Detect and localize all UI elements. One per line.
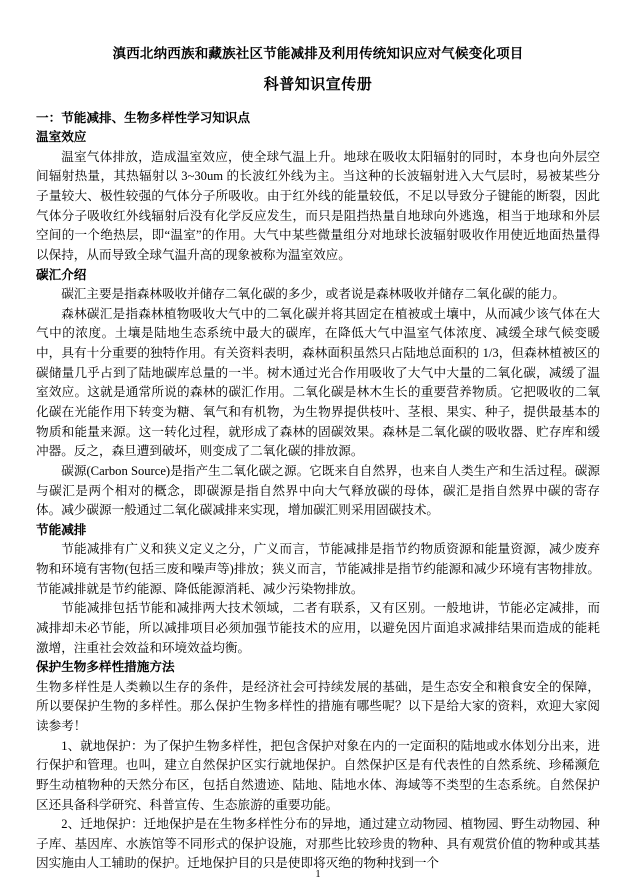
paragraph-carbon-sink-2: 森林碳汇是指森林植物吸收大气中的二氧化碳并将其固定在植被或土壤中，从而减少该气体在大气中的浓度。土壤是陆地生态系统中最大的碳库，在降低大气中温室气体浓度、减缓全球气候变暖中，具有十分重要的独特作用。有关资料表明，森林面积虽然只占陆地总面积的 1/3，但森林植被区的碳储量几乎占到了陆地碳库总量的一半。树木通过光合作用吸收了大气中大量的二氧化碳，减缓了温室效应。这就是通常所说的森林的碳汇作用。二氧化碳是林木生长的重要营养物质。它把吸收的二氧化碳在光能作用下转变为糖、氧气和有机物，为生物界提供枝叶、茎根、果实、种子，提供最基本的物质和能量来源。这一转化过程，就形成了森林的固碳效果。森林是二氧化碳的吸收器、贮存库和缓冲器。反之，森旦遭到破坏，则变成了二氧化碳的排放源。 bbox=[36, 306, 600, 459]
paragraph-carbon-sink-1: 碳汇主要是指森林吸收并储存二氧化碳的多少，或者说是森林吸收并储存二氧化碳的能力。 bbox=[61, 287, 565, 302]
paragraph-biodiversity-2: 1、就地保护：为了保护生物多样性，把包含保护对象在内的一定面积的陆地或水体划分出来，进行保护和管理。也叫，建立自然保护区实行就地保护。自然保护区是有代表性的自然系统、珍稀濒危野生动植物种的天然分布区，包括自然遗迹、陆地、陆地水体、海域等不类型的生态系统。自然保护区还具备科学研究、科普宣传、生态旅游的重要功能。 bbox=[36, 738, 600, 812]
section-subheading-energy-saving: 节能减排 bbox=[36, 522, 87, 537]
section-heading-1: 一：节能减排、生物多样性学习知识点 bbox=[36, 110, 251, 125]
paragraph-greenhouse-1: 温室气体排放，造成温室效应，使全球气温上升。地球在吸收太阳辐射的同时，本身也向外层空间辐射热量，其热辐射以 3~30um 的长波红外线为主。当这种的长波辐射进入大气层时，易被某些分子量较大、极性较强的气体分子所吸收。由于红外线的能量较低，不足以导致分子键能的断裂，因此气体分子吸收红外线辐射后没有化学反应发生，而只是阻挡热量自地球向外逃逸，相当于地球和外层空间的一个绝热层，即“温室”的作用。大气中某些微量组分对地球长波辐射吸收作用使近地面热量得以保持，从而导致全球气温升高的现象被称为温室效应。 bbox=[36, 149, 600, 262]
page-number: 1 bbox=[315, 869, 321, 880]
paragraph-energy-saving-1: 节能减排有广义和狭义定义之分，广义而言，节能减排是指节约物质资源和能量资源，减少废弃物和环境有害物(包括三废和噪声等)排放；狭义而言，节能减排是指节约能源和减少环境有害物排放。节能减排就是节约能源、降低能源消耗、减少污染物排放。 bbox=[36, 542, 600, 596]
section-subheading-biodiversity: 保护生物多样性措施方法 bbox=[36, 660, 175, 675]
section-subheading-carbon-sink: 碳汇介绍 bbox=[36, 267, 87, 282]
paragraph-biodiversity-1: 生物多样性是人类赖以生存的条件，是经济社会可持续发展的基础，是生态安全和粮食安全的保障，所以要保护生物的多样性。那么保护生物多样性的措施有哪些呢？以下是给大家的资料，欢迎大家阅读参考！ bbox=[36, 679, 600, 733]
section-subheading-greenhouse: 温室效应 bbox=[36, 130, 87, 145]
paragraph-energy-saving-2: 节能减排包括节能和减排两大技术领域，二者有联系，又有区别。一般地讲，节能必定减排，而减排却未必节能，所以减排项目必须加强节能技术的应用，以避免因片面追求减排结果而造成的能耗激增，注重社会效益和环境效益均衡。 bbox=[36, 601, 600, 655]
paragraph-carbon-sink-3: 碳源(Carbon Source)是指产生二氧化碳之源。它既来自自然界，也来自人类生产和生活过程。碳源与碳汇是两个相对的概念，即碳源是指自然界中向大气释放碳的母体，碳汇是指自然界中碳的寄存体。减少碳源一般通过二氧化碳减排来实现，增加碳汇则采用固碳技术。 bbox=[36, 463, 600, 518]
paragraph-biodiversity-3: 2、迁地保护：迁地保护是在生物多样性分布的异地，通过建立动物园、植物园、野生动物园、种子库、基因库、水族馆等不同形式的保护设施，对那些比较珍贵的物种、具有观赏价值的物种或其基因实施由人工辅助的保护。迁地保护目的只是使即将灭绝的物种找到一个 bbox=[36, 817, 600, 871]
page-subtitle: 科普知识宣传册 bbox=[263, 77, 373, 94]
page-title: 滇西北纳西族和藏族社区节能减排及利用传统知识应对气候变化项目 bbox=[112, 46, 524, 61]
